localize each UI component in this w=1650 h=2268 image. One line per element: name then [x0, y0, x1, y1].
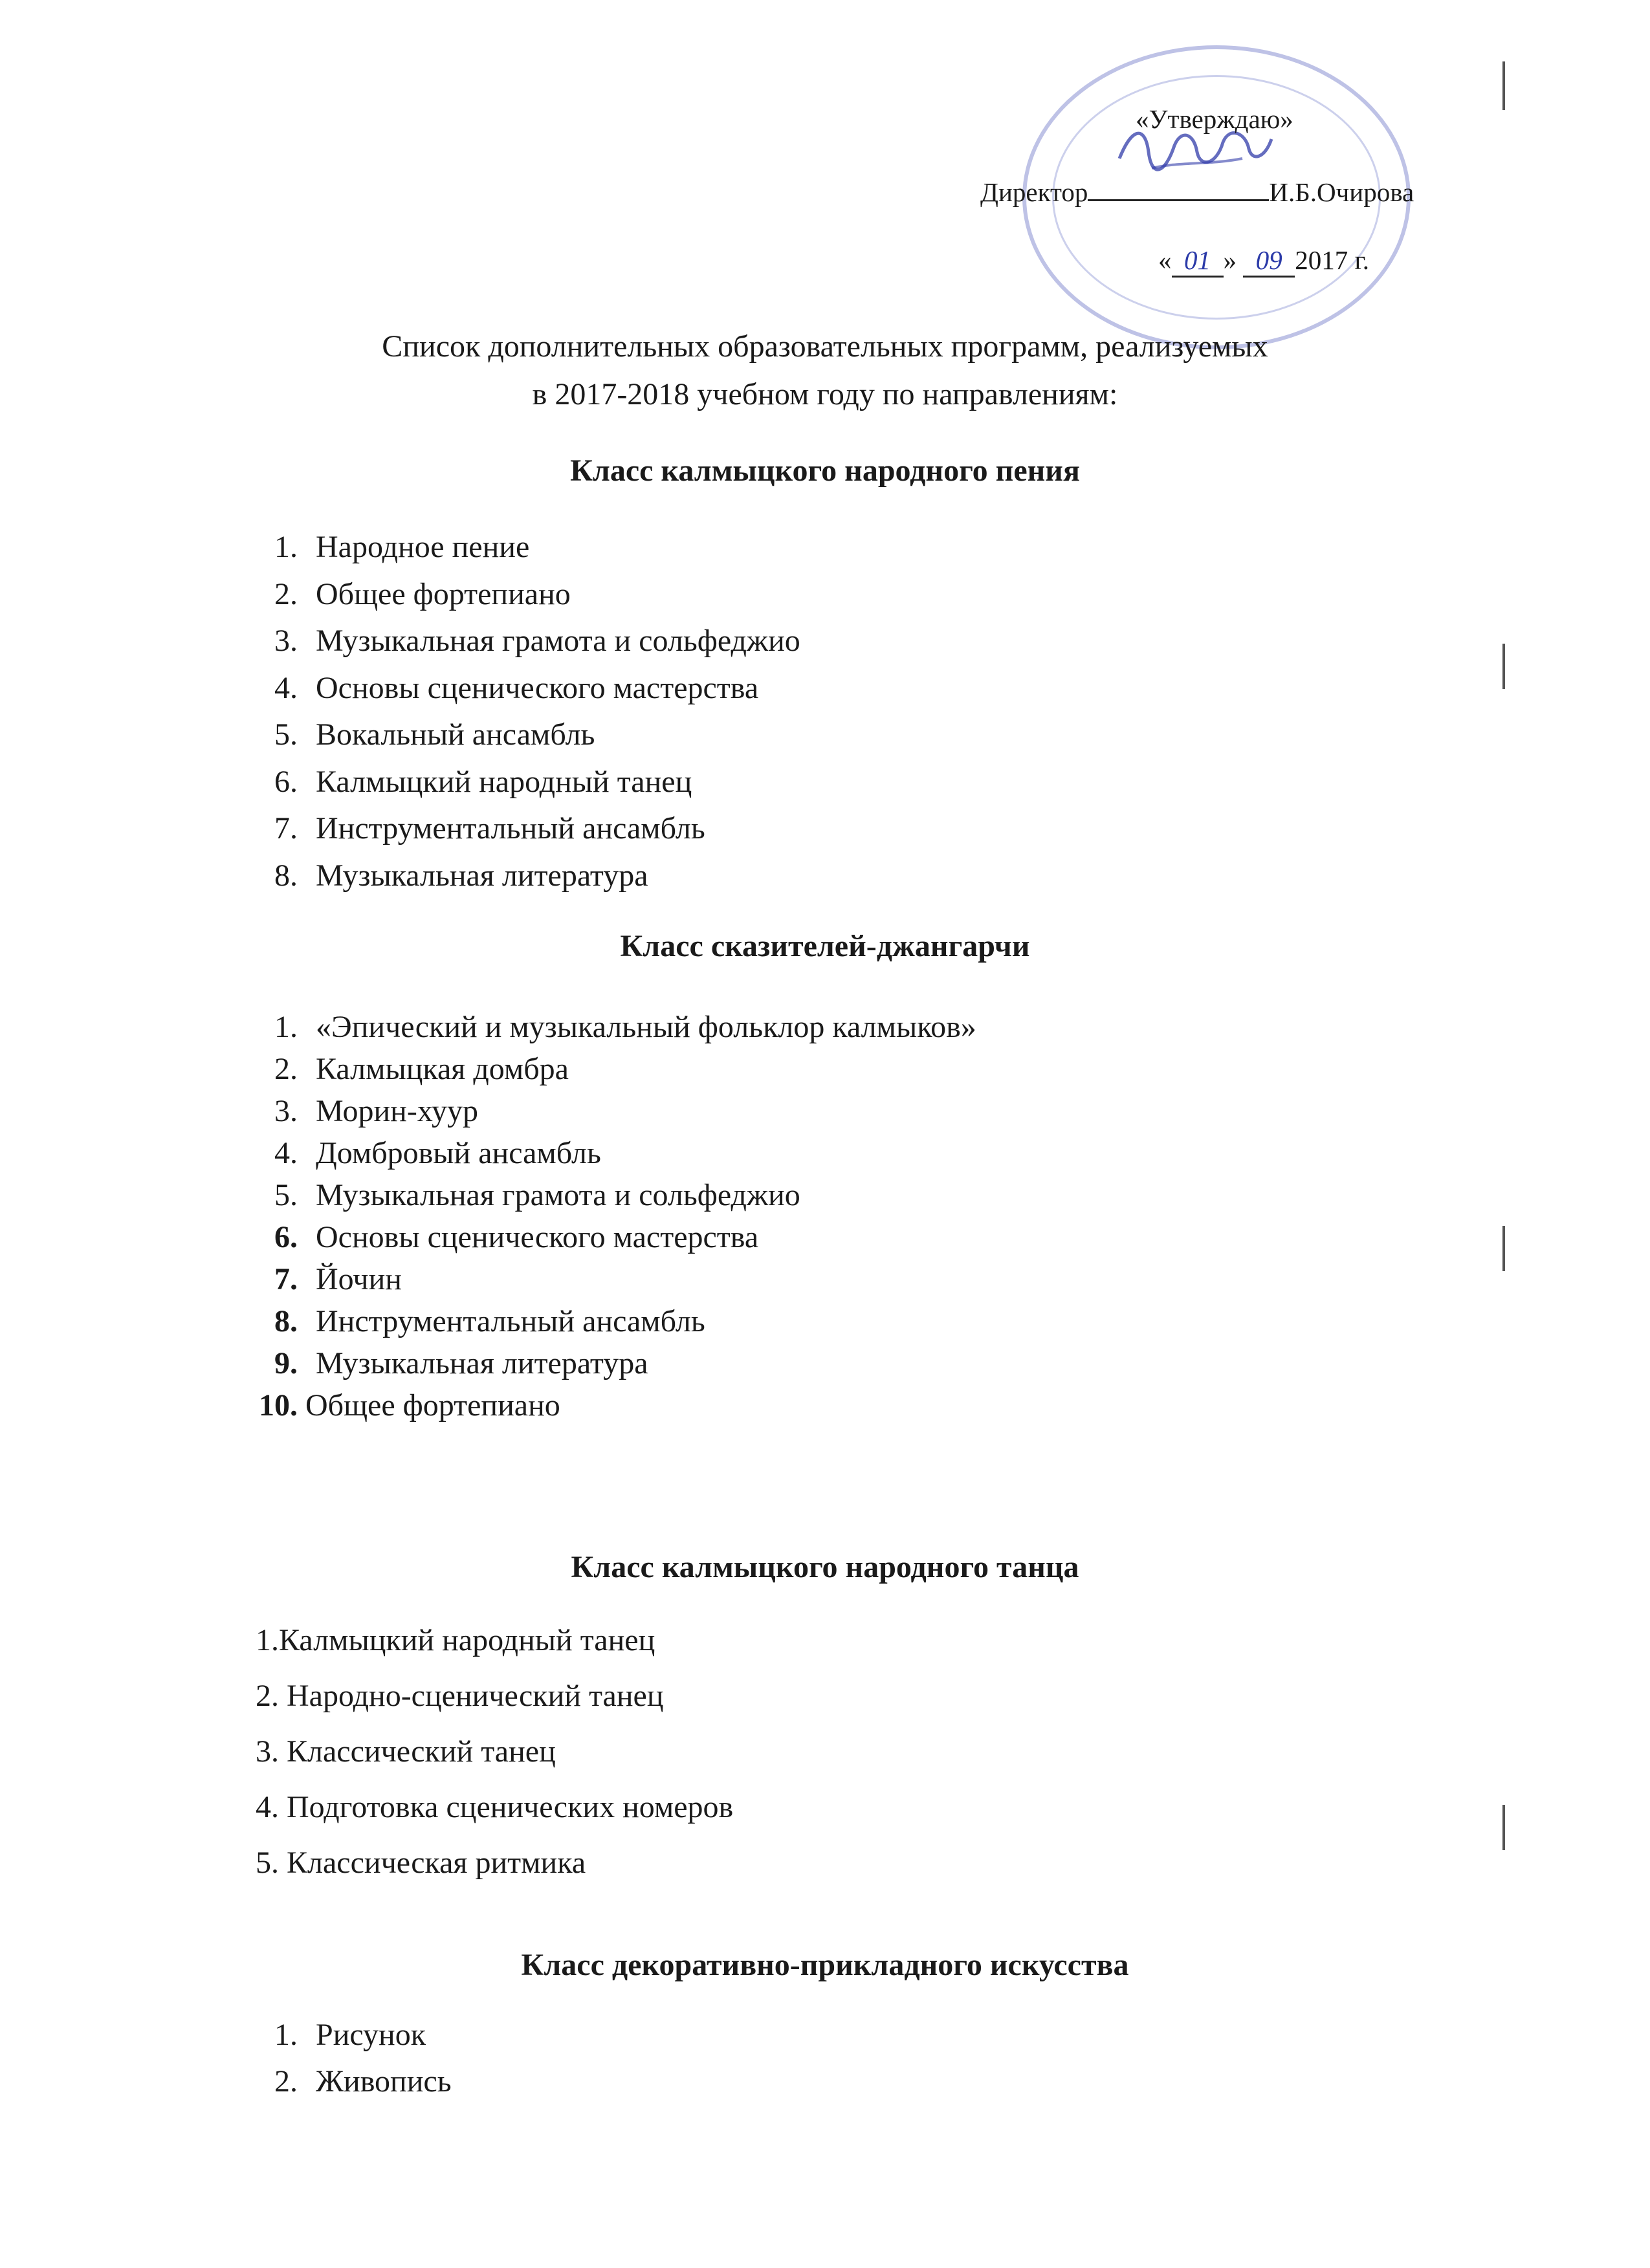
program-list-decorative-arts: [249, 2012, 452, 2105]
list-item: 8. Инструментальный ансамбль: [274, 1304, 705, 1338]
date-quote-close: »: [1223, 245, 1237, 275]
date-quote-open: «: [1158, 245, 1172, 275]
section-heading-storytellers: Класс сказителей-джангарчи: [620, 929, 1030, 963]
list-item: 3. Классический танец: [256, 1734, 556, 1769]
list-item: 4. Основы сценического мастерства: [274, 670, 759, 705]
list-item: 1. Рисунок: [274, 2018, 426, 2052]
approval-date: [1158, 245, 1369, 278]
scan-mark: [1502, 644, 1505, 689]
program-list-storytellers: [249, 1006, 976, 1426]
scan-mark: [1502, 61, 1505, 110]
list-item: 5. Классическая ритмика: [256, 1846, 586, 1880]
section-heading-folk-dance: Класс калмыцкого народного танца: [571, 1550, 1079, 1584]
document-title-line-2: в 2017-2018 учебном году по направлениям:: [532, 377, 1118, 411]
list-item: 1. «Эпический и музыкальный фольклор калмыков»: [274, 1010, 976, 1044]
list-item: 6. Калмыцкий народный танец: [274, 764, 692, 799]
program-list-folk-dance: [256, 1613, 733, 1891]
date-month: 09: [1243, 245, 1295, 278]
list-item: 2. Общее фортепиано: [274, 576, 571, 611]
list-item: 9. Музыкальная литература: [274, 1346, 648, 1380]
list-item: 8. Музыкальная литература: [274, 858, 648, 893]
list-item: 1.Калмыцкий народный танец: [256, 1623, 655, 1657]
date-day: 01: [1172, 245, 1224, 278]
list-item: 4. Подготовка сценических номеров: [256, 1790, 734, 1824]
list-item: 2. Народно-сценический танец: [256, 1679, 664, 1713]
director-label: Директор: [980, 177, 1088, 207]
list-item: 7. Инструментальный ансамбль: [274, 811, 705, 845]
list-item: 3. Морин-хуур: [274, 1094, 479, 1128]
director-line: [980, 173, 1414, 208]
list-item: 10. Общее фортепиано: [259, 1388, 560, 1423]
section-heading-decorative-arts: Класс декоративно-прикладного искусства: [521, 1948, 1129, 1982]
list-item: 2. Живопись: [274, 2064, 452, 2099]
date-year: 2017 г.: [1295, 245, 1369, 275]
list-item: 4. Домбровый ансамбль: [274, 1136, 601, 1170]
list-item: 3. Музыкальная грамота и сольфеджио: [274, 624, 800, 658]
director-name: И.Б.Очирова: [1269, 177, 1414, 207]
list-item: 7. Йочин: [274, 1262, 402, 1296]
scan-mark: [1502, 1805, 1505, 1850]
section-heading-folk-singing: Класс калмыцкого народного пения: [570, 453, 1080, 488]
scan-mark: [1502, 1226, 1505, 1271]
program-list-folk-singing: [249, 524, 800, 899]
approval-label: «Утверждаю»: [1136, 104, 1293, 134]
signature-line: [1088, 173, 1269, 201]
list-item: 2. Калмыцкая домбра: [274, 1052, 569, 1086]
list-item: 5. Вокальный ансамбль: [274, 717, 595, 752]
document-title-line-1: Список дополнительных образовательных программ, реализуемых: [382, 329, 1268, 364]
list-item: 5. Музыкальная грамота и сольфеджио: [274, 1178, 800, 1212]
list-item: 1. Народное пение: [274, 530, 530, 564]
list-item: 6. Основы сценического мастерства: [274, 1220, 759, 1254]
